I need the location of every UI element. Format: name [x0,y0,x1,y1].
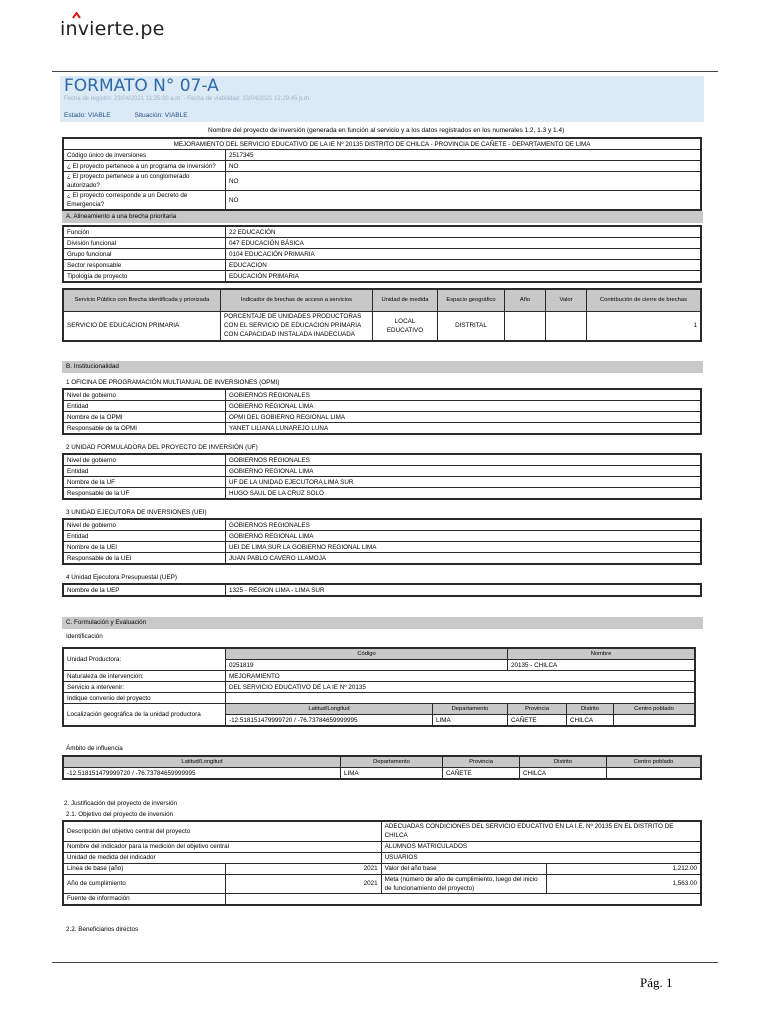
justification-title: 2. Justificación del proyecto de inversión [64,800,178,807]
nombre-header: Nombre [508,648,696,660]
loc-header: Centro poblado [614,704,696,715]
row-value [226,693,696,704]
loc-header: Departamento [433,704,508,715]
row-value: 1325 - REGION LIMA - LIMA SUR [226,584,702,596]
row-value: HUGO SAUL DE LA CRUZ SOLO [226,488,702,500]
row-key: Nombre de la UEP [63,584,226,596]
ambito-cell: CAÑETE [443,768,520,780]
identification-title: Identificación [66,633,103,640]
brecha-header: Contribución de cierre de brechas [587,289,702,311]
uei-table [62,518,702,565]
row-value: 2517345 [226,150,702,161]
row-key: Responsable de la UF [63,488,226,500]
ambito-header: Provincia [443,756,520,768]
row-key: Sector responsable [63,260,226,271]
row-key: ¿ El proyecto corresponde a un Decreto de Emergencia? [63,191,226,211]
row-key: Nivel de gobierno [63,454,226,466]
brecha-cell: PORCENTAJE DE UNIDADES PRODUCTORAS CON EL SERVICIO DE EDUCACION PRIMARIA CON CAPACIDAD INSTALADA INADECUADA [221,311,373,341]
top-divider [52,71,718,72]
nombre-value: 20135 - CHILCA [508,660,696,671]
brecha-header: Valor [546,289,587,311]
brecha-cell: DISTRITAL [438,311,505,341]
section-a-table [62,225,702,283]
project-table [62,137,702,211]
row-value: GOBIERNOS REGIONALES [226,389,702,401]
up-label: Unidad Productora: [63,648,226,671]
row-key: Entidad [63,531,226,542]
beneficiaries-subtitle: 2.2. Beneficiarios directos [66,926,139,933]
row-value: 1,563.00 [546,874,701,893]
row-value: GOBIERNO REGIONAL LIMA [226,401,702,412]
ambito-cell: LIMA [341,768,443,780]
row-key: Fuente de información [63,893,226,905]
row-key: Valor del año base [381,863,546,874]
row-value: GOBIERNOS REGIONALES [226,454,702,466]
ambito-header: Distrito [520,756,607,768]
row-key: Nombre de la UF [63,477,226,488]
section-a-bar: A. Alineamiento a una brecha prioritaria [62,211,703,223]
ambito-cell: -12.518151479999720 / -76.73784659999995 [63,768,341,780]
row-value: EDUCACION [226,260,702,271]
row-key: Nombre de la UEI [63,542,226,553]
section-c-bar: C. Formulación y Evaluación [62,617,703,629]
loc-cell [614,715,696,727]
row-key: Código único de inversiones [63,150,226,161]
row-value: ALUMNOS MATRICULADOS [381,841,701,852]
brecha-header: Año [505,289,546,311]
row-value: UEI DE LIMA SUR LA GOBIERNO REGIONAL LIMA [226,542,702,553]
row-value: YANET LILIANA LUNAREJO LUNA [226,423,702,435]
row-key: División funcional [63,238,226,249]
row-key: Servicio a intervenir: [63,682,226,693]
row-key: Entidad [63,401,226,412]
ambito-header: Departamento [341,756,443,768]
brecha-cell: SERVICIO DE EDUCACION PRIMARIA [63,311,221,341]
row-value: NO [226,191,702,211]
ambito-header: Latitud/Longitud [63,756,341,768]
section-b-bar: B. Institucionalidad [62,361,703,373]
ambito-title: Ámbito de influencia [66,745,123,752]
brecha-header: Espacio geográfico [438,289,505,311]
brecha-cell: LOCAL EDUCATIVO [373,311,438,341]
row-key: Tipología de proyecto [63,271,226,283]
brecha-cell [505,311,546,341]
uep-table [62,583,702,597]
row-value: 0104 EDUCACIÓN PRIMARIA [226,249,702,260]
estado-value: VIABLE [87,112,111,119]
row-key: Responsable de la UEI [63,553,226,565]
uf-table [62,453,702,500]
row-value: EDUCACIÓN PRIMARIA [226,271,702,283]
row-key: Nombre del indicador para la medición del objetivo central [63,841,381,852]
row-key: Nivel de gobierno [63,389,226,401]
loc-cell: CHILCA [567,715,614,727]
logo-mark-icon [72,12,81,19]
bottom-divider [52,962,718,963]
row-value: GOBIERNO REGIONAL LIMA [226,531,702,542]
row-key: Meta (número de año de cumplimiento, luego del inicio de funcionamiento del proyecto) [381,874,546,893]
loc-cell: CAÑETE [508,715,567,727]
brecha-header: Indicador de brechas de acceso a servicios [221,289,373,311]
row-key: Línea de base (año) [63,863,226,874]
brecha-cell: 1 [587,311,702,341]
row-key: Unidad de medida del indicador [63,852,381,863]
page-number: Pág. 1 [640,975,673,990]
row-value: NO [226,172,702,191]
format-header [60,76,704,122]
status-line [64,112,210,119]
row-key: Localización geográfica de la unidad productora [63,704,226,727]
ambito-cell: CHILCA [520,768,607,780]
row-value: 047 EDUCACIÓN BÁSICA [226,238,702,249]
situacion-value: VIABLE [164,112,188,119]
loc-cell: LIMA [433,715,508,727]
loc-header: Provincia [508,704,567,715]
row-value: NO [226,161,702,172]
row-value: 22 EDUCACIÓN [226,226,702,238]
row-key: Nombre de la OPMI [63,412,226,423]
format-title: FORMATO N° 07-A [64,76,219,96]
loc-header: Latitud/Longitud [226,704,433,715]
row-year: 2021 [226,863,382,874]
invierte-pe-logo [60,18,164,40]
loc-header: Distrito [567,704,614,715]
codigo-value: 0251819 [226,660,508,671]
row-key: ¿ El proyecto pertenece a un conglomerado autorizado? [63,172,226,191]
ambito-cell [607,768,702,780]
row-value: UF DE LA UNIDAD EJECUTORA LIMA SUR [226,477,702,488]
row-value: GOBIERNO REGIONAL LIMA [226,466,702,477]
row-key: Función [63,226,226,238]
logo-text: invierte.pe [60,18,165,40]
uep-title: 4 Unidad Ejecutora Presupuestal (UEP) [66,574,177,581]
brecha-table [62,288,702,342]
opmi-table [62,388,702,435]
uei-title: 3 UNIDAD EJECUTORA DE INVERSIONES (UEI) [66,509,207,516]
row-key: Responsable de la OPMI [63,423,226,435]
brecha-cell [546,311,587,341]
row-value: DEL SERVICIO EDUCATIVO DE LA IE Nº 20135 [226,682,696,693]
row-year: 2021 [226,874,382,893]
row-key: Grupo funcional [63,249,226,260]
situacion-label: Situación: [134,112,163,119]
row-key: ¿ El proyecto pertenece a un programa de inversión? [63,161,226,172]
brecha-header: Servicio Público con Brecha identificada y priorizada [63,289,221,311]
row-value: OPMI DEL GOBIERNO REGIONAL LIMA [226,412,702,423]
row-key: Nivel de gobierno [63,519,226,531]
row-key: Entidad [63,466,226,477]
row-value: USUARIOS [381,852,701,863]
opmi-title: 1 OFICINA DE PROGRAMACIÓN MULTIANUAL DE INVERSIONES (OPMI) [66,379,280,386]
row-key: Indique convenio del proyecto [63,693,226,704]
ambito-header: Centro poblado [607,756,702,768]
objective-subtitle: 2.1. Objetivo del proyecto de inversión [66,811,174,818]
record-dates: Fecha de registro: 23/04/2021 11:35:00 a.m. - Fecha de viabilidad: 23/04/2021 12:29:45 p.m. [64,96,311,102]
row-value [226,893,702,905]
objective-table [62,820,702,906]
row-value: JUAN PABLO CAVERO LLAMOJA [226,553,702,565]
row-value: GOBIERNOS REGIONALES [226,519,702,531]
estado-label: Estado: [64,112,87,119]
project-caption: Nombre del proyecto de inversión (generada en función al servicio y a los datos registrados en los numerales 1.2, 1.3 y 1.4) [208,127,565,134]
row-key: Naturaleza de intervención: [63,671,226,682]
uf-title: 2 UNIDAD FORMULADORA DEL PROYECTO DE INVERSIÓN (UF) [66,444,258,451]
unidad-productora-table [62,647,696,727]
ambito-table [62,755,702,780]
brecha-header: Unidad de medida [373,289,438,311]
row-key: Descripción del objetivo central del proyecto [63,821,381,841]
row-value: 1,212.00 [546,863,701,874]
row-key: Año de cumplimiento [63,874,226,893]
project-name: MEJORAMIENTO DEL SERVICIO EDUCATIVO DE LA IE Nº 20135 DISTRITO DE CHILCA - PROVINCIA DE CAÑETE - DEPARTAMENTO DE LIMA [63,138,701,150]
loc-cell: -12.518151479999720 / -76.73784659999995 [226,715,433,727]
row-value: ADECUADAS CONDICIONES DEL SERVICIO EDUCATIVO EN LA I.E. Nº 20135 EN EL DISTRITO DE CHILCA [381,821,701,841]
row-value: MEJORAMIENTO [226,671,696,682]
codigo-header: Código [226,648,508,660]
